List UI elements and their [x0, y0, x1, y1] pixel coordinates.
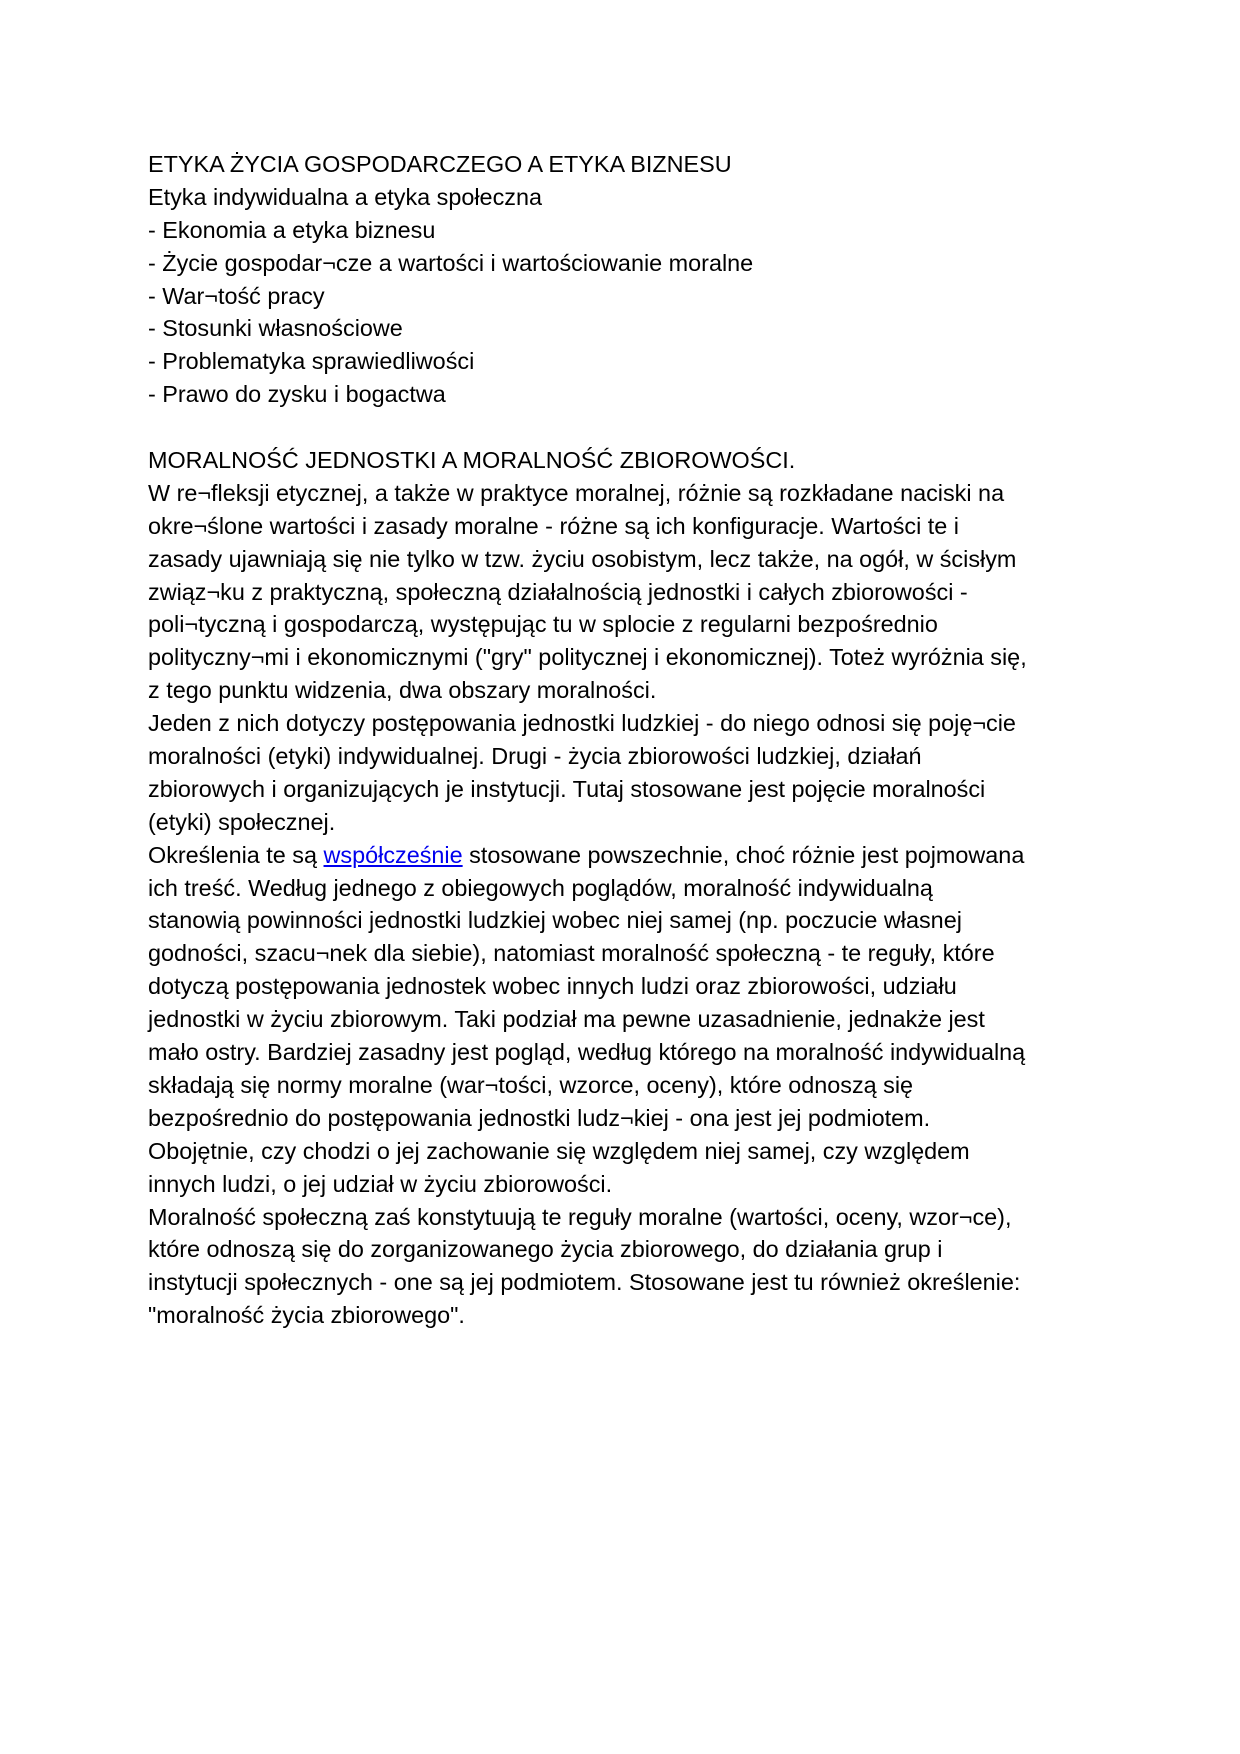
list-item: - Ekonomia a etyka biznesu: [148, 216, 436, 243]
list-item: - Prawo do zysku i bogactwa: [148, 381, 446, 408]
paragraph-line: (etyki) społecznej.: [148, 808, 336, 835]
paragraph-line: z tego punktu widzenia, dwa obszary moralności.: [148, 677, 657, 704]
paragraph-line: polityczny¬mi i ekonomicznymi ("gry" politycznej i ekonomicznej). Toteż wyróżnia się,: [148, 644, 1027, 671]
paragraph-line: dotyczą postępowania jednostek wobec innych ludzi oraz zbiorowości, udziału: [148, 973, 957, 1000]
paragraph-line: Obojętnie, czy chodzi o jej zachowanie się względem niej samej, czy względem: [148, 1137, 970, 1164]
paragraph-line: bezpośrednio do postępowania jednostki ludz¬kiej - ona jest jej podmiotem.: [148, 1104, 931, 1131]
link-line-after: stosowane powszechnie, choć różnie jest pojmowana: [462, 841, 1025, 868]
hyperlink-wspolczesnie[interactable]: współcześnie: [323, 841, 463, 868]
paragraph-line: mało ostry. Bardziej zasadny jest pogląd, według którego na moralność indywidualną: [148, 1039, 1026, 1066]
list-item: - Stosunki własnościowe: [148, 315, 403, 342]
paragraph-line: składają się normy moralne (war¬tości, wzorce, oceny), które odnoszą się: [148, 1071, 914, 1098]
paragraph-line: W re¬fleksji etycznej, a także w praktyce moralnej, różnie są rozkładane naciski na: [148, 479, 1005, 506]
paragraph-line: Jeden z nich dotyczy postępowania jednostki ludzkiej - do niego odnosi się poję¬cie: [148, 710, 1016, 737]
paragraph-line: instytucji społecznych - one są jej podmiotem. Stosowane jest tu również określenie:: [148, 1269, 1021, 1296]
section-title: ETYKA ŻYCIA GOSPODARCZEGO A ETYKA BIZNESU: [148, 151, 732, 177]
paragraph-line: związ¬ku z praktyczną, społeczną działalnością jednostki i całych zbiorowości -: [148, 578, 968, 605]
document-body: [148, 148, 1093, 1332]
paragraph-line: godności, szacu¬nek dla siebie), natomiast moralność społeczną - te reguły, które: [148, 940, 995, 967]
paragraph-line: Moralność społeczną zaś konstytuują te reguły moralne (wartości, oceny, wzor¬ce),: [148, 1203, 1012, 1230]
blank-line: [148, 411, 1093, 444]
paragraph-line: poli¬tyczną i gospodarczą, występując tu w splocie z regularni bezpośrednio: [148, 611, 938, 638]
link-line-before: Określenia te są: [148, 841, 324, 868]
paragraph-line: ich treść. Według jednego z obiegowych poglądów, moralność indywidualną: [148, 874, 933, 901]
paragraph-line: stanowią powinności jednostki ludzkiej wobec niej samej (np. poczucie własnej: [148, 907, 962, 934]
paragraph-line-with-link: [148, 839, 1093, 872]
list-item: - Życie gospodar¬cze a wartości i wartościowanie moralne: [148, 249, 754, 276]
paragraph-line: które odnoszą się do zorganizowanego życia zbiorowego, do działania grup i: [148, 1236, 943, 1263]
paragraph-line: zbiorowych i organizujących je instytucji. Tutaj stosowane jest pojęcie moralności: [148, 775, 986, 802]
paragraph-line: innych ludzi, o jej udział w życiu zbiorowości.: [148, 1170, 613, 1197]
list-item: - War¬tość pracy: [148, 282, 325, 309]
section-subtitle: Etyka indywidualna a etyka społeczna: [148, 183, 542, 210]
list-item: - Problematyka sprawiedliwości: [148, 348, 475, 375]
paragraph-line: jednostki w życiu zbiorowym. Taki podział ma pewne uzasadnienie, jednakże jest: [148, 1006, 985, 1033]
paragraph-line: "moralność życia zbiorowego".: [148, 1302, 465, 1329]
paragraph-line: zasady ujawniają się nie tylko w tzw. życiu osobistym, lecz także, na ogół, w ścisłym: [148, 545, 1017, 572]
paragraph-line: okre¬ślone wartości i zasady moralne - różne są ich konfiguracje. Wartości te i: [148, 512, 959, 539]
paragraph-line: moralności (etyki) indywidualnej. Drugi - życia zbiorowości ludzkiej, działań: [148, 743, 922, 770]
section-title: MORALNOŚĆ JEDNOSTKI A MORALNOŚĆ ZBIOROWOŚCI.: [148, 447, 796, 474]
